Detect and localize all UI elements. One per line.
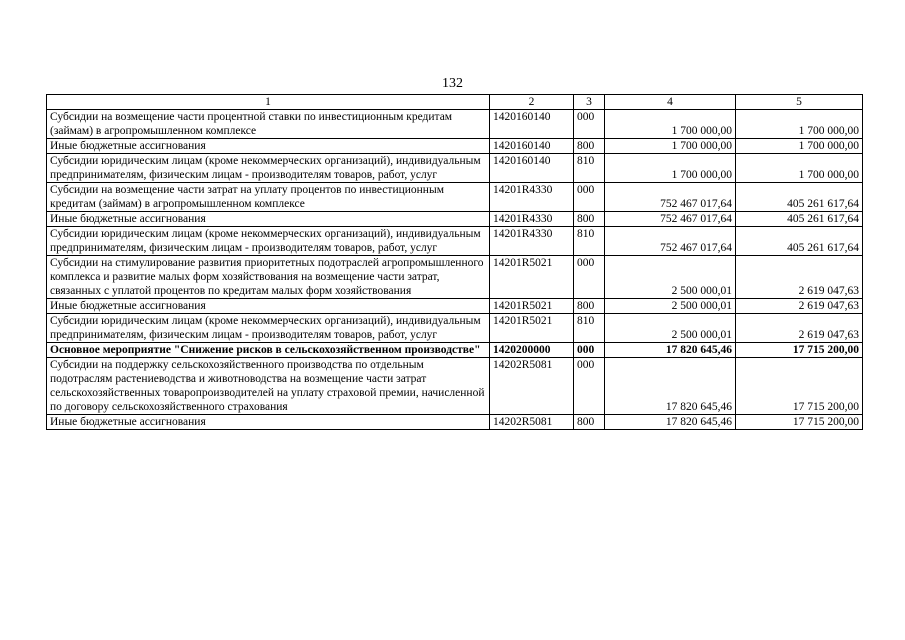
table-row: [47, 299, 863, 314]
row-name-cell: Иные бюджетные ассигнования: [47, 415, 490, 430]
row-sum-current-cell: 2 500 000,01: [605, 299, 736, 314]
row-sum-next-cell: 2 619 047,63: [736, 314, 863, 343]
row-type-cell: 000: [574, 183, 605, 212]
row-code-cell: 14201R4330: [490, 183, 574, 212]
table-row: [47, 343, 863, 358]
row-sum-current-cell: 17 820 645,46: [605, 343, 736, 358]
row-type-cell: 810: [574, 227, 605, 256]
row-name-cell: Субсидии юридическим лицам (кроме некоммерческих организаций), индивидуальным предпринимателям, физическим лицам - производителям товаров, работ, услуг: [47, 154, 490, 183]
row-name-cell: Субсидии на возмещение части затрат на уплату процентов по инвестиционным кредитам (займам) в агропромышленном комплексе: [47, 183, 490, 212]
budget-table: [46, 94, 863, 430]
table-row: [47, 256, 863, 299]
row-code-cell: 1420160140: [490, 154, 574, 183]
row-sum-next-cell: 17 715 200,00: [736, 358, 863, 415]
row-sum-current-cell: 17 820 645,46: [605, 415, 736, 430]
row-code-cell: 14201R4330: [490, 227, 574, 256]
row-code-cell: 1420200000: [490, 343, 574, 358]
header-col-5: 5: [736, 95, 863, 110]
row-type-cell: 000: [574, 110, 605, 139]
table-body: [47, 95, 863, 430]
table-row: [47, 154, 863, 183]
table-row: [47, 110, 863, 139]
row-sum-next-cell: 2 619 047,63: [736, 299, 863, 314]
row-type-cell: 800: [574, 212, 605, 227]
row-sum-next-cell: 1 700 000,00: [736, 110, 863, 139]
header-col-1: 1: [47, 95, 490, 110]
row-type-cell: 000: [574, 343, 605, 358]
row-type-cell: 800: [574, 139, 605, 154]
row-name-cell: Иные бюджетные ассигнования: [47, 212, 490, 227]
row-sum-current-cell: 2 500 000,01: [605, 256, 736, 299]
row-sum-next-cell: 1 700 000,00: [736, 154, 863, 183]
row-sum-next-cell: 405 261 617,64: [736, 212, 863, 227]
header-col-4: 4: [605, 95, 736, 110]
row-code-cell: 14202R5081: [490, 415, 574, 430]
row-type-cell: 800: [574, 415, 605, 430]
row-name-cell: Субсидии юридическим лицам (кроме некоммерческих организаций), индивидуальным предпринимателям, физическим лицам - производителям товаров, работ, услуг: [47, 314, 490, 343]
row-name-cell: Основное мероприятие "Снижение рисков в сельскохозяйственном производстве": [47, 343, 490, 358]
row-sum-current-cell: 752 467 017,64: [605, 183, 736, 212]
row-sum-current-cell: 17 820 645,46: [605, 358, 736, 415]
row-type-cell: 810: [574, 314, 605, 343]
table-row: [47, 139, 863, 154]
row-code-cell: 14201R4330: [490, 212, 574, 227]
header-col-2: 2: [490, 95, 574, 110]
row-sum-current-cell: 752 467 017,64: [605, 227, 736, 256]
table-row: [47, 358, 863, 415]
row-sum-current-cell: 1 700 000,00: [605, 139, 736, 154]
row-name-cell: Субсидии на возмещение части процентной ставки по инвестиционным кредитам (займам) в агропромышленном комплексе: [47, 110, 490, 139]
row-sum-current-cell: 1 700 000,00: [605, 154, 736, 183]
row-sum-current-cell: 2 500 000,01: [605, 314, 736, 343]
row-sum-next-cell: 1 700 000,00: [736, 139, 863, 154]
table-header-row: [47, 95, 863, 110]
row-code-cell: 1420160140: [490, 139, 574, 154]
row-sum-next-cell: 405 261 617,64: [736, 227, 863, 256]
row-code-cell: 1420160140: [490, 110, 574, 139]
header-col-3: 3: [574, 95, 605, 110]
row-sum-next-cell: 405 261 617,64: [736, 183, 863, 212]
table-row: [47, 415, 863, 430]
row-name-cell: Иные бюджетные ассигнования: [47, 139, 490, 154]
page-number: 132: [442, 76, 463, 91]
row-name-cell: Иные бюджетные ассигнования: [47, 299, 490, 314]
row-type-cell: 800: [574, 299, 605, 314]
row-name-cell: Субсидии на поддержку сельскохозяйственного производства по отдельным подотраслям растениеводства и животноводства на возмещение части затрат сельскохозяйственных товаропроизводителей на уплату страховой премии, начисленной по договору сельскохозяйственного страхования: [47, 358, 490, 415]
row-type-cell: 810: [574, 154, 605, 183]
table-row: [47, 314, 863, 343]
row-code-cell: 14201R5021: [490, 256, 574, 299]
row-type-cell: 000: [574, 256, 605, 299]
row-type-cell: 000: [574, 358, 605, 415]
row-sum-next-cell: 17 715 200,00: [736, 343, 863, 358]
row-sum-current-cell: 1 700 000,00: [605, 110, 736, 139]
row-name-cell: Субсидии на стимулирование развития приоритетных подотраслей агропромышленного комплекса и развитие малых форм хозяйствования на возмещение части затрат, связанных с уплатой процентов по кредитам малых форм хозяйствования: [47, 256, 490, 299]
table-row: [47, 212, 863, 227]
row-name-cell: Субсидии юридическим лицам (кроме некоммерческих организаций), индивидуальным предпринимателям, физическим лицам - производителям товаров, работ, услуг: [47, 227, 490, 256]
row-sum-next-cell: 2 619 047,63: [736, 256, 863, 299]
table-row: [47, 227, 863, 256]
row-code-cell: 14201R5021: [490, 314, 574, 343]
row-code-cell: 14202R5081: [490, 358, 574, 415]
row-sum-next-cell: 17 715 200,00: [736, 415, 863, 430]
table-row: [47, 183, 863, 212]
row-code-cell: 14201R5021: [490, 299, 574, 314]
row-sum-current-cell: 752 467 017,64: [605, 212, 736, 227]
